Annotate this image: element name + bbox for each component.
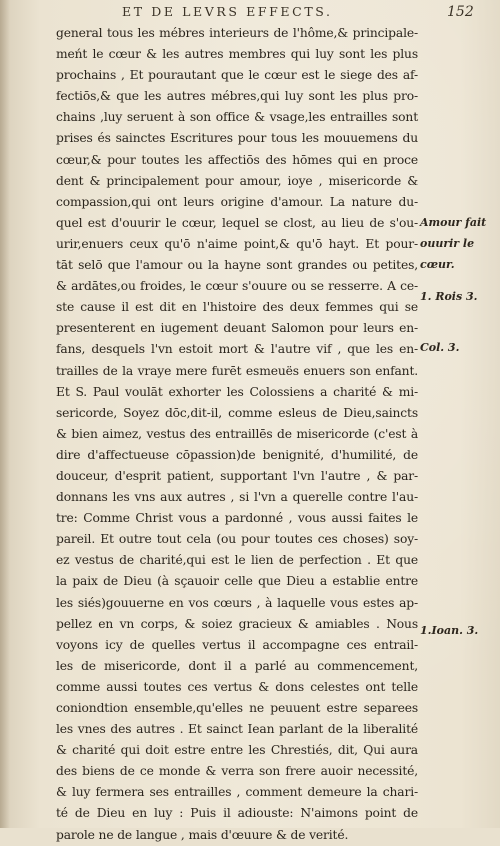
text-line: cœur,& pour toutes les affectiōs des hōmes qui en proce — [56, 152, 418, 167]
text-line: prochains , Et pourautant que le cœur est le siege des af- — [56, 68, 418, 83]
text-line: parole ne de langue , mais d'œuure & de verité. — [56, 827, 349, 842]
body-text — [56, 23, 418, 846]
text-line: dent & principalement pour amour, ioye , misericorde & — [56, 173, 418, 188]
text-line: té de Dieu en luy : Puis il adiouste: N'aimons point de — [56, 806, 418, 821]
text-line: prises és sainctes Escritures pour tous les mouuemens du — [56, 131, 418, 146]
margin-note-line: cœur. — [420, 258, 455, 271]
text-line: Et S. Paul voulāt exhorter les Colossiens a charité & mi- — [56, 384, 418, 399]
text-line: quel est d'ouurir le cœur, lequel se clost, au lieu de s'ou- — [56, 215, 418, 230]
page-number: 152 — [447, 4, 474, 20]
marginalia — [420, 0, 500, 828]
text-line: coniondtion ensemble,qu'elles ne peuuent estre separees — [56, 701, 418, 715]
text-line: sericorde, Soyez dōc,dit-il, comme esleus de Dieu,saincts — [56, 405, 418, 420]
text-line: & luy fermera ses entrailles , comment demeure la chari- — [56, 785, 418, 800]
text-line: presenterent en iugement deuant Salomon pour leurs en- — [56, 321, 418, 336]
text-line: & charité qui doit estre entre les Chrestiés, dit, Qui aura — [56, 743, 418, 758]
text-line: fans, desquels l'vn estoit mort & l'autre vif , que les en- — [56, 342, 418, 357]
text-line: ste cause il est dit en l'histoire des deux femmes qui se — [56, 300, 418, 315]
text-line: & bien aimez, vestus des entraillēs de misericorde (c'est à — [56, 426, 418, 441]
text-line: fectiōs,& que les autres mébres,qui luy sont les plus pro- — [56, 89, 418, 104]
running-title: ET DE LEVRS EFFECTS. — [122, 4, 333, 19]
text-line: tre: Comme Christ vous a pardonné , vous aussi faites le — [56, 511, 418, 526]
text-line: pareil. Et outre tout cela (ou pour toutes ces choses) soy- — [56, 532, 418, 547]
text-line: pellez en vn corps, & soiez gracieux & amiables . Nous — [56, 616, 418, 631]
margin-note-rois: 1. Rois 3. — [420, 290, 478, 303]
text-line: compassion,qui ont leurs origine d'amour. La nature du- — [56, 194, 418, 209]
text-line: general tous les mébres interieurs de l'hôme,& principale- — [56, 26, 418, 40]
margin-note-amour — [420, 212, 486, 275]
binding-shadow — [0, 0, 10, 828]
text-line: tāt selō que l'amour ou la hayne sont grandes ou petites, — [56, 258, 418, 273]
text-line: voyons icy de quelles vertus il accompagne ces entrail- — [56, 637, 418, 652]
text-line: donnans les vns aux autres , si l'vn a querelle contre l'au- — [56, 490, 418, 505]
margin-note-line: Amour fait — [420, 216, 487, 229]
text-line: les siés)gouuerne en vos cœurs , à laquelle vous estes ap- — [56, 595, 418, 610]
text-line: des biens de ce monde & verra son frere auoir necessité, — [56, 764, 418, 779]
text-line: la paix de Dieu (à sçauoir celle que Dieu a establie entre — [56, 574, 418, 589]
text-line: meńt le cœur & les autres membres qui luy sont les plus — [56, 47, 418, 62]
text-line: ez vestus de charité,qui est le lien de perfection . Et que — [56, 553, 418, 568]
text-line: comme aussi toutes ces vertus & dons celestes ont telle — [56, 679, 418, 694]
text-line: les de misericorde, dont il a parlé au commencement, — [56, 658, 418, 673]
margin-note-col: Col. 3. — [420, 341, 460, 354]
text-line: & ardātes,ou froides, le cœur s'ouure ou se resserre. A ce- — [56, 279, 418, 294]
margin-note-ioan: 1.Ioan. 3. — [420, 624, 479, 637]
text-line: les vnes des autres . Et sainct Iean parlant de la liberalité — [56, 722, 418, 737]
text-line: trailles de la vraye mere furēt esmeuës enuers son enfant. — [56, 363, 418, 378]
text-line: chains ,luy seruent à son office & vsage,les entrailles sont — [56, 110, 418, 125]
text-line: dire d'affectueuse cōpassion)de benignité, d'humilité, de — [56, 447, 418, 462]
text-line: douceur, d'esprit patient, supportant l'vn l'autre , & par- — [56, 468, 418, 483]
text-line: urir,enuers ceux qu'ō n'aime point,& qu'ō hayt. Et pour- — [56, 236, 418, 251]
margin-note-line: ouurir le — [420, 237, 475, 250]
